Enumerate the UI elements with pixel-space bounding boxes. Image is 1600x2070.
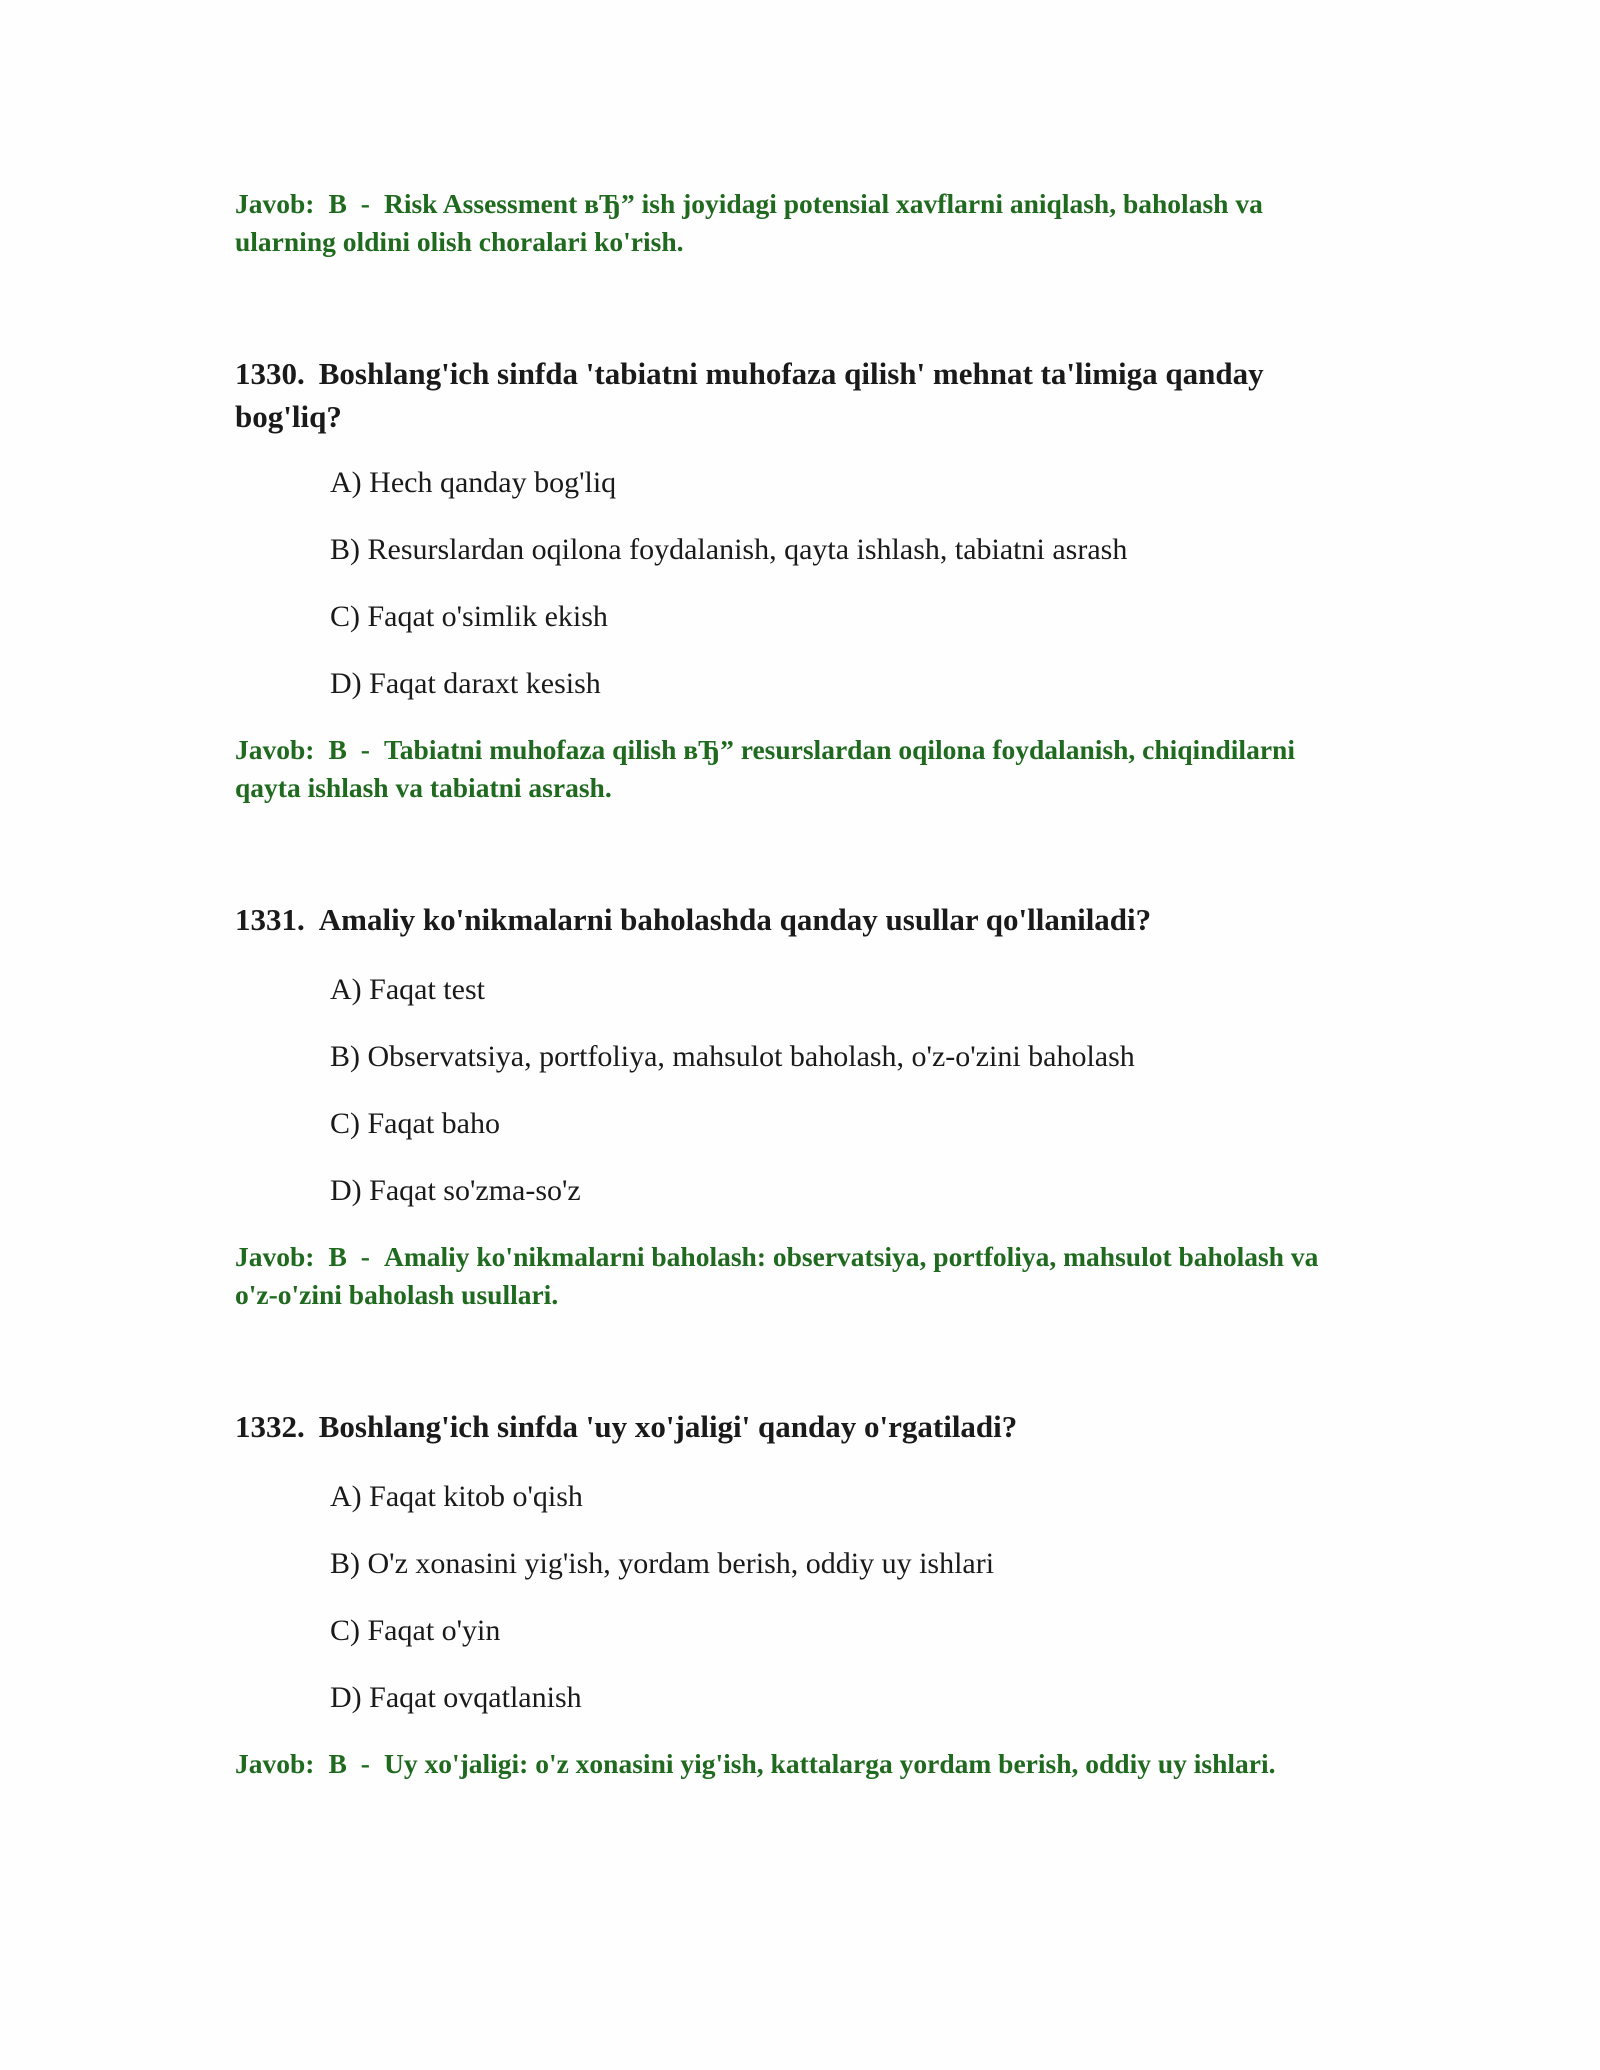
option-b: B) Resurslardan oqilona foydalanish, qayta ishlash, tabiatni asrash: [330, 533, 1128, 566]
option-d: D) Faqat so'zma-so'z: [330, 1174, 581, 1207]
question-heading: [235, 898, 1365, 941]
answer-letter: B: [328, 188, 347, 219]
answer-prefix: Javob:: [235, 1748, 315, 1779]
answer-line: [235, 1745, 1365, 1783]
answer-line: [235, 185, 1365, 261]
option-b: B) Observatsiya, portfoliya, mahsulot baholash, o'z-o'zini baholash: [330, 1040, 1135, 1073]
option-d: D) Faqat ovqatlanish: [330, 1681, 582, 1714]
option-a: A) Faqat test: [330, 973, 485, 1006]
option-c: C) Faqat baho: [330, 1107, 500, 1140]
option-a: A) Hech qanday bog'liq: [330, 466, 617, 499]
answer-dash: -: [360, 734, 370, 765]
question-text: Boshlang'ich sinfda 'tabiatni muhofaza qilish' mehnat ta'limiga qanday bog'liq?: [235, 356, 1264, 434]
answer-line: [235, 1238, 1365, 1314]
answer-line: [235, 731, 1365, 807]
question-text: Amaliy ko'nikmalarni baholashda qanday usullar qo'llaniladi?: [318, 902, 1152, 937]
option-c: C) Faqat o'simlik ekish: [330, 600, 608, 633]
question-text: Boshlang'ich sinfda 'uy xo'jaligi' qanday o'rgatiladi?: [318, 1409, 1018, 1444]
question-heading: [235, 1405, 1365, 1448]
answer-text: Tabiatni muhofaza qilish вЂ” resurslardan oqilona foydalanish, chiqindilarni qayta ishlash va tabiatni asrash.: [235, 734, 1295, 803]
answer-dash: -: [360, 1241, 370, 1272]
option-b: B) O'z xonasini yig'ish, yordam berish, oddiy uy ishlari: [330, 1547, 995, 1580]
answer-text: Uy xo'jaligi: o'z xonasini yig'ish, kattalarga yordam berish, oddiy uy ishlari.: [383, 1748, 1276, 1779]
question-heading: [235, 352, 1365, 438]
question-number: 1330.: [235, 356, 305, 391]
answer-prefix: Javob:: [235, 188, 315, 219]
question-number: 1331.: [235, 902, 305, 937]
answer-text: Risk Assessment вЂ” ish joyidagi potensial xavflarni aniqlash, baholash va ularning oldini olish choralari ko'rish.: [235, 188, 1263, 257]
option-d: D) Faqat daraxt kesish: [330, 667, 601, 700]
question-number: 1332.: [235, 1409, 305, 1444]
answer-letter: B: [328, 734, 347, 765]
answer-dash: -: [360, 188, 370, 219]
answer-dash: -: [360, 1748, 370, 1779]
answer-letter: B: [328, 1241, 347, 1272]
answer-prefix: Javob:: [235, 734, 315, 765]
answer-prefix: Javob:: [235, 1241, 315, 1272]
option-c: C) Faqat o'yin: [330, 1614, 501, 1647]
answer-letter: B: [328, 1748, 347, 1779]
answer-text: Amaliy ko'nikmalarni baholash: observatsiya, portfoliya, mahsulot baholash va o'z-o'zini baholash usullari.: [235, 1241, 1319, 1310]
option-a: A) Faqat kitob o'qish: [330, 1480, 583, 1513]
